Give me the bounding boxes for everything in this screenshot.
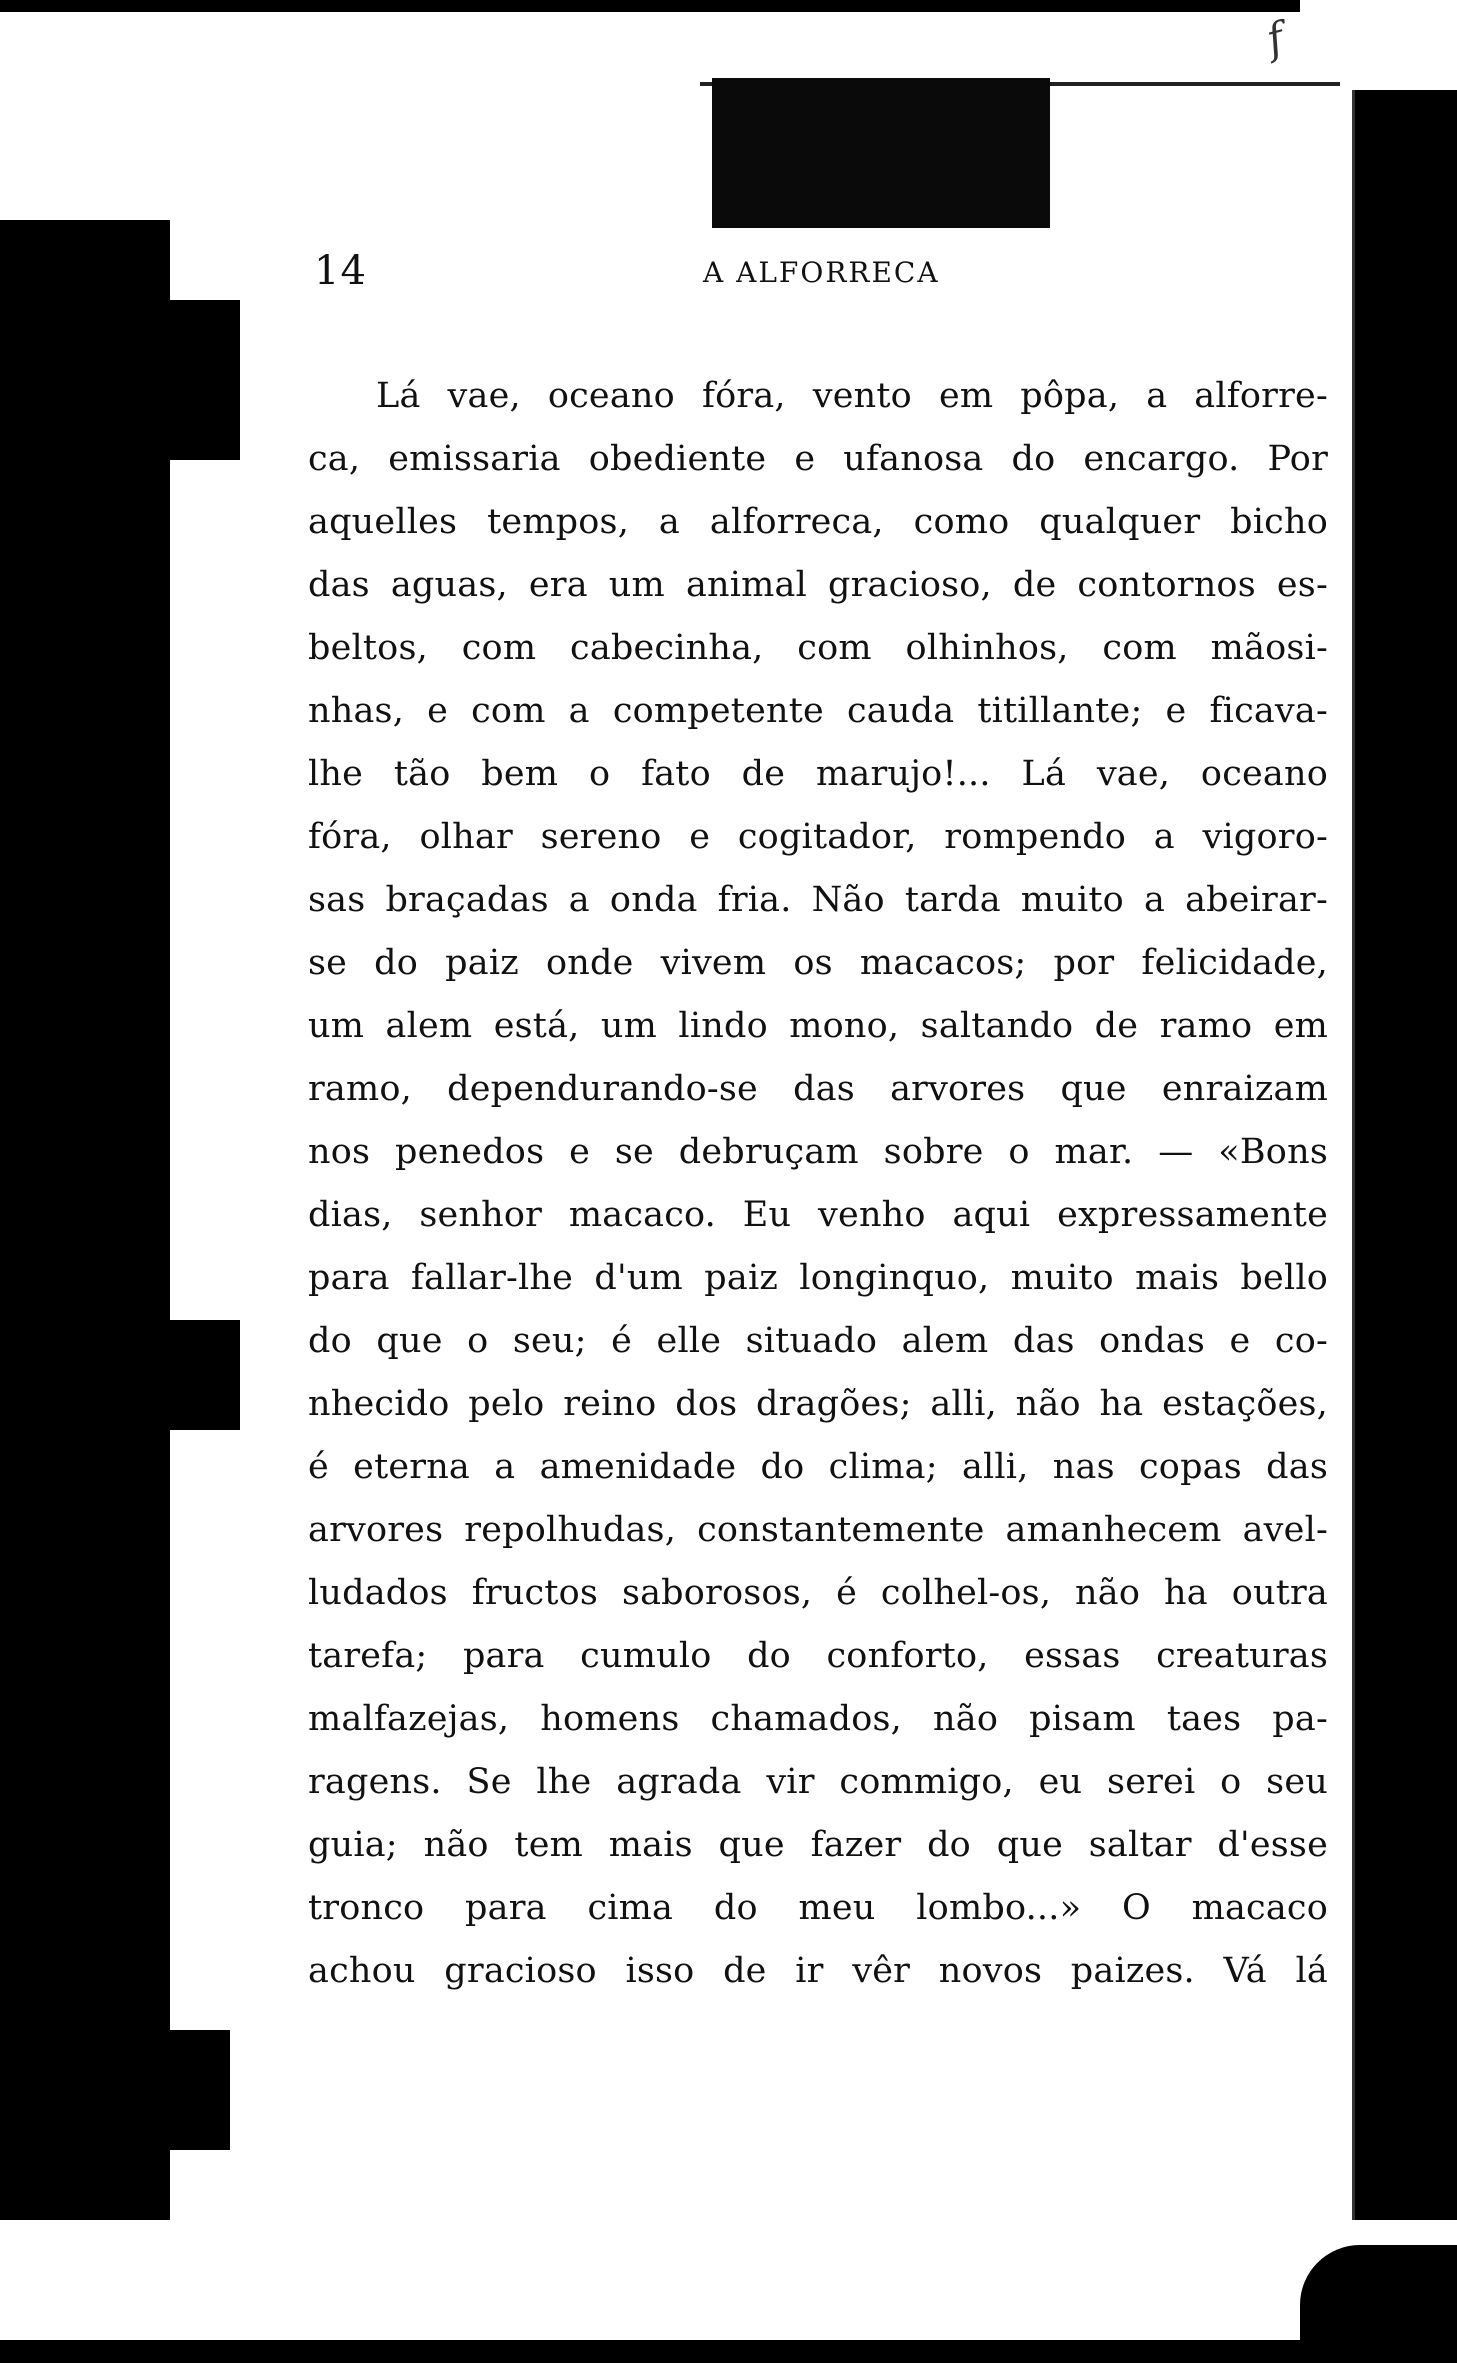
text-line: ramo, dependurando-se das arvores que enraizam xyxy=(308,1069,1328,1109)
page-header xyxy=(308,240,1328,300)
text-line: tronco para cima do meu lombo...» O macaco xyxy=(308,1888,1328,1928)
text-line: malfazejas, homens chamados, não pisam taes pa- xyxy=(308,1699,1328,1739)
text-line: nhas, e com a competente cauda titillante; e ficava- xyxy=(308,691,1328,731)
text-line: um alem está, um lindo mono, saltando de ramo em xyxy=(308,1006,1328,1046)
scan-notch-left-middle xyxy=(130,1320,240,1430)
text-line: para fallar-lhe d'um paiz longinquo, muito mais bello xyxy=(308,1258,1328,1298)
scan-border-top xyxy=(0,0,1300,12)
scan-border-bottom xyxy=(0,2340,1457,2363)
text-line: Lá vae, oceano fóra, vento em pôpa, a alforre- xyxy=(376,376,1328,416)
text-line: dias, senhor macaco. Eu venho aqui expressamente xyxy=(308,1195,1328,1235)
scan-border-right xyxy=(1355,90,1457,2220)
scan-border-left xyxy=(0,220,170,2220)
text-line: se do paiz onde vivem os macacos; por felicidade, xyxy=(308,943,1328,983)
text-line: é eterna a amenidade do clima; alli, nas copas das xyxy=(308,1447,1328,1487)
text-line: tarefa; para cumulo do conforto, essas creaturas xyxy=(308,1636,1328,1676)
scan-redaction-block xyxy=(712,78,1050,228)
text-line: ludados fructos saborosos, é colhel-os, não ha outra xyxy=(308,1573,1328,1613)
corner-mark: f xyxy=(1261,12,1289,65)
text-line: lhe tão bem o fato de marujo!... Lá vae, oceano xyxy=(308,754,1328,794)
text-line: do que o seu; é elle situado alem das ondas e co- xyxy=(308,1321,1328,1361)
scan-notch-left-bottom xyxy=(130,2030,230,2150)
text-line: aquelles tempos, a alforreca, como qualquer bicho xyxy=(308,502,1328,542)
book-page xyxy=(308,240,1328,1991)
text-line: nos penedos e se debruçam sobre o mar. — «Bons xyxy=(308,1132,1328,1172)
text-line: sas braçadas a onda fria. Não tarda muito a abeirar- xyxy=(308,880,1328,920)
body-text xyxy=(308,365,1328,2003)
text-line: ragens. Se lhe agrada vir commigo, eu serei o seu xyxy=(308,1762,1328,1802)
text-line: fóra, olhar sereno e cogitador, rompendo a vigoro- xyxy=(308,817,1328,857)
text-line: arvores repolhudas, constantemente amanhecem avel- xyxy=(308,1510,1328,1550)
text-line: achou gracioso isso de ir vêr novos paizes. Vá lá xyxy=(308,1951,1328,1991)
scan-page-curl xyxy=(1300,2245,1457,2340)
text-line: beltos, com cabecinha, com olhinhos, com mãosi- xyxy=(308,628,1328,668)
text-line: ca, emissaria obediente e ufanosa do encargo. Por xyxy=(308,439,1328,479)
text-line: guia; não tem mais que fazer do que saltar d'esse xyxy=(308,1825,1328,1865)
scan-notch-left-top xyxy=(130,300,240,460)
text-line: nhecido pelo reino dos dragões; alli, não ha estações, xyxy=(308,1384,1328,1424)
running-title: A ALFORRECA xyxy=(703,256,940,289)
page-number: 14 xyxy=(314,248,367,294)
text-line: das aguas, era um animal gracioso, de contornos es- xyxy=(308,565,1328,605)
